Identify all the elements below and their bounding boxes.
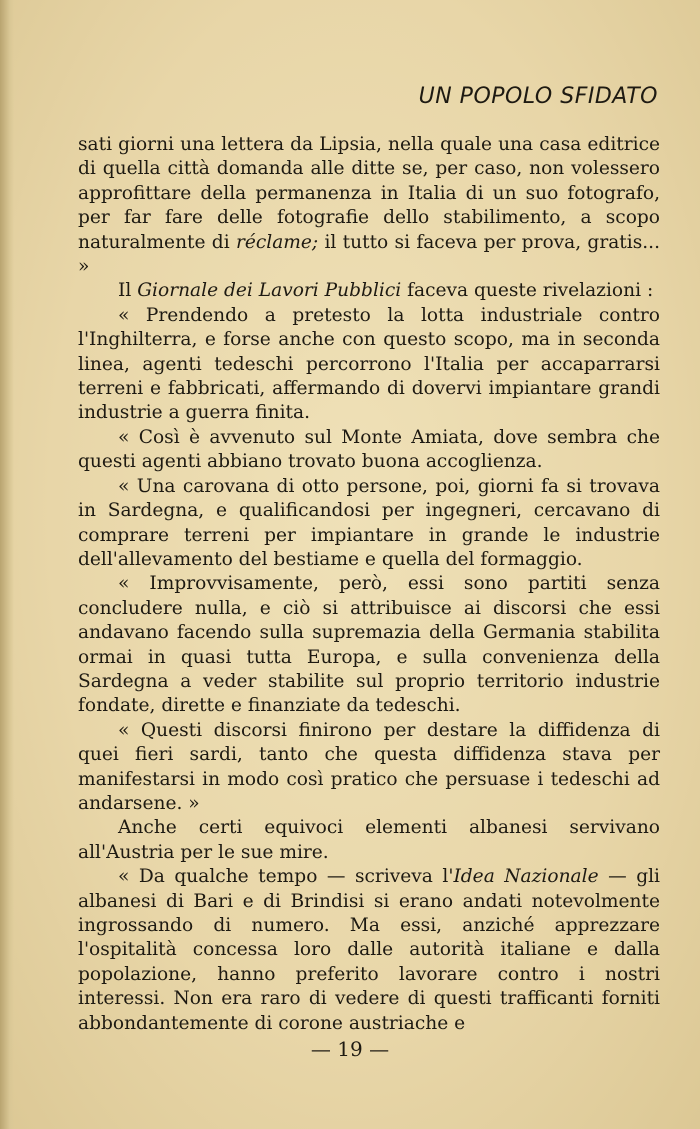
paragraph-5: « Una carovana di otto persone, poi, giorni fa si trovava in Sardegna, e qualificandosi per ingegneri, cercavano di comprare terreni per impiantare in grande le industrie dell'allevamento del bestiame e quella del formaggio. xyxy=(78,475,660,570)
paragraph-1-italic-reclame: réclame; xyxy=(235,231,319,253)
paragraph-2-text-c: faceva queste rivelazioni : xyxy=(401,280,654,302)
body-text xyxy=(78,133,660,1036)
paragraph-1-text-a: sati giorni una lettera da Lipsia, nella quale una casa editrice di quella città domanda alle ditte se, per caso, non volessero approfittare della permanenza in Italia di un suo fotografo, per far fare delle fotografie dello stabilimento, a scopo naturalmente di xyxy=(78,134,660,253)
page-spine-shadow xyxy=(0,0,14,1129)
paragraph-7: « Questi discorsi finirono per destare la diffidenza di quei fieri sardi, tanto che questa diffidenza stava per manifestarsi in modo così pratico che persuase i tedeschi ad andarsene. » xyxy=(78,719,660,814)
paragraph-9 xyxy=(78,865,660,1036)
paragraph-8: Anche certi equivoci elementi albanesi servivano all'Austria per le sue mire. xyxy=(78,817,660,863)
paragraph-4: « Così è avvenuto sul Monte Amiata, dove sembra che questi agenti abbiano trovato buona accoglienza. xyxy=(78,426,660,473)
paragraph-6: « Improvvisamente, però, essi sono partiti senza concludere nulla, e ciò si attribuisce ai discorsi che essi andavano facendo sulla supremazia della Germania stabilita ormai in quasi tutta Europa, e sulla convenienza della Sardegna a veder stabilite sul proprio territorio industrie fondate, dirette e finanziate da tedeschi. xyxy=(78,573,660,717)
running-title: UN POPOLO SFIDATO xyxy=(418,84,658,109)
paragraph-2-text-a: Il xyxy=(118,280,138,302)
paragraph-9-italic-newspaper: Idea Nazionale xyxy=(453,866,599,888)
paragraph-1-text-c: il tutto si faceva per prova, gratis... » xyxy=(78,231,661,278)
page-number: — 19 — xyxy=(310,1037,390,1061)
paragraph-2 xyxy=(78,279,660,303)
paragraph-2-italic-journal: Giornale dei Lavori Pubblici xyxy=(137,280,402,302)
paragraph-3: « Prendendo a pretesto la lotta industriale contro l'Inghilterra, e forse anche con questo scopo, ma in seconda linea, agenti tedeschi percorrono l'Italia per accaparrarsi terreni e fabbricati, affermando di dovervi impiantare grandi industrie a guerra finita. xyxy=(78,304,660,424)
paragraph-9-text-c: — gli albanesi di Bari e di Brindisi si erano andati notevolmente ingrossando di numero. Ma essi, anziché apprezzare l'ospitalità concessa loro dalle autorità italiane e dalla popolazione, hanno preferito lavorare contro i nostri interessi. Non era raro di vedere di questi trafficanti forniti abbondantemente di corone austriache e xyxy=(78,866,660,1034)
paragraph-9-text-a: « Da qualche tempo — scriveva l' xyxy=(118,866,454,888)
paragraph-1 xyxy=(78,133,660,279)
